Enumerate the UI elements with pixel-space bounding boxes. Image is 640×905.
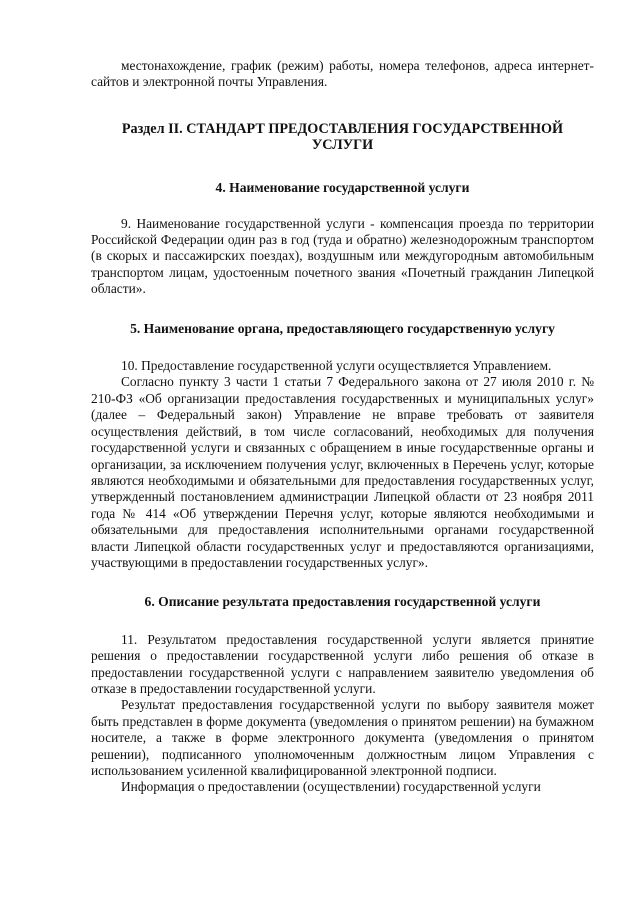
section-title: Раздел II. СТАНДАРТ ПРЕДОСТАВЛЕНИЯ ГОСУДАРСТВЕННОЙ УСЛУГИ bbox=[121, 120, 564, 154]
heading-4: 4. Наименование государственной услуги bbox=[215, 180, 470, 196]
paragraph-11-info: Информация о предоставлении (осуществлении) государственной услуги bbox=[121, 779, 541, 795]
paragraph-11-result-format: Результат предоставления государственной услуги по выбору заявителя может быть представлен в форме документа (уведомления о принятом решении) на бумажном носителе, а также в форме электронного документа (уведомления о принятом решении), подписанного уполномоченным должностным лицом Управления с использованием усиленной квалифицированной электронной подписи. bbox=[91, 697, 594, 778]
heading-5: 5. Наименование органа, предоставляющего государственную услугу bbox=[130, 320, 555, 336]
paragraph-10-continued: Согласно пункту 3 части 1 статьи 7 Федерального закона от 27 июля 2010 г. № 210-ФЗ «Об организации предоставления государственных и муниципальных услуг» (далее – Федеральный закон) Управление не вправе требовать от заявителя осуществления действий, в том числе согласований, необходимых для получения государственной услуги и связанных с обращением в иные государственные органы и организации, за исключением получения услуг, включенных в Перечень услуг, которые являются необходимыми и обязательными для предоставления государственных услуг, утвержденный постановлением администрации Липецкой области от 23 ноября 2011 года № 414 «Об утверждении Перечня услуг, которые являются необходимыми и обязательными для предоставления исполнительными органами государственной власти Липецкой области государственных услуг и предоставляются организациями, участвующими в предоставлении государственных услуг». bbox=[91, 374, 594, 570]
heading-6: 6. Описание результата предоставления государственной услуги bbox=[144, 594, 541, 610]
paragraph-9: 9. Наименование государственной услуги - компенсация проезда по территории Российской Федерации один раз в год (туда и обратно) железнодорожным транспортом (в скорых и пассажирских поездах), воздушным или междугородным автомобильным транспортом лицам, удостоенным почетного звания «Почетный гражданин Липецкой области». bbox=[91, 215, 594, 297]
paragraph-11: 11. Результатом предоставления государственной услуги является принятие решения о предоставлении государственной услуги либо решения об отказе в предоставлении государственной услуги с направлением заявителю уведомления об отказе в предоставлении государственной услуги. bbox=[91, 631, 594, 696]
paragraph-10: 10. Предоставление государственной услуги осуществляется Управлением. bbox=[121, 358, 552, 374]
paragraph-intro-continuation: местонахождение, график (режим) работы, номера телефонов, адреса интернет-сайтов и электронной почты Управления. bbox=[91, 58, 594, 90]
